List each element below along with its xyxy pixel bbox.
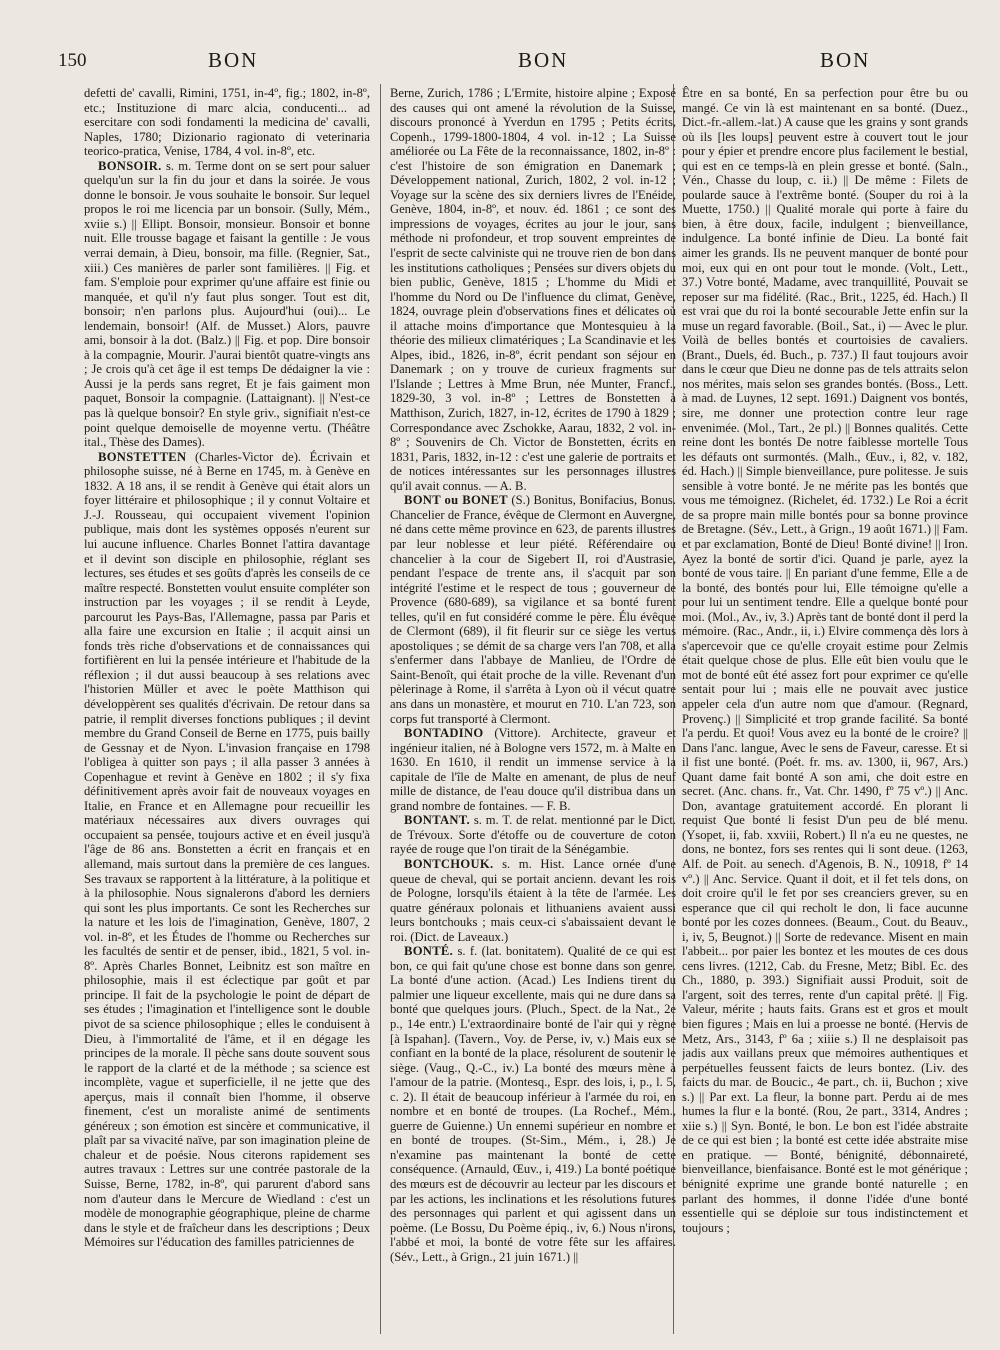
column-divider [380,84,381,1334]
dictionary-entry [390,857,676,944]
entry-text: s. m. Hist. Lance ornée d'une queue de cheval, qui se portait ancienn. devant les rois de Pologne, lorsqu'ils étaient à la tête de l'armée. Les quatre généraux polonais et lithuaniens avaient aussi leurs bontchouks ; mais ceux-ci s'abaissaient devant le roi. (Dict. de Laveaux.) [390,856,676,944]
entry-text: s. m. T. de relat. mentionné par le Dict. de Trévoux. Sorte d'étoffe ou de couverture de coton rayée de rouge que l'on tirait de la Sénégambie. [390,813,676,857]
dictionary-entry [390,726,676,813]
dictionary-entry [390,813,676,857]
entry-headword: BONTANT. [404,813,470,828]
running-headword-left: BON [208,48,259,72]
entry-continuation [682,86,968,1235]
entry-text: (Vittore). Architecte, graveur et ingénieur italien, né à Bologne vers 1572, m. à Malte en 1630. En 1610, il rendit un immense service à la capitale de l'île de Malte en amenant, de plus de neuf mille de distance, de l'eau douce qu'il distribua dans un grand nombre de fontaines. — F. B. [390,726,676,813]
running-headword-center: BON [518,48,569,72]
entry-continuation [390,86,676,493]
entry-text: (Charles-Victor de). Écrivain et philosophe suisse, né à Berne en 1745, m. à Genève en 1832. A 18 ans, il se rendit à Genève qui était alors un foyer littéraire et philosophique ; il y connut Voltaire et J.-J. Rousseau, qui occupaient vivement l'opinion publique, mais dont les systèmes opposés n'eurent sur lui aucune influence. Charles Bonnet l'attira davantage et il devint son disciple en philosophie, réglant ses lectures, ses études et ses goûts d'après les conseils de ce maître respecté. Bonstetten voulut ensuite compléter son instruction par les voyages ; il se rendit à Leyde, parcourut les Pays-Bas, l'Allemagne, passa par Paris et alla faire une excursion en Italie ; il acquit ainsi un fonds très riche d'observations et de connaissances qui fortifièrent en lui la pensée intérieure et l'habitude de la réflexion ; il dut aussi beaucoup à ses relations avec l'historien Müller et avec le poète Matthison qui développèrent ses qualités d'écrivain. De retour dans sa patrie, il remplit diverses fonctions publiques ; il devint membre du Grand Conseil de Berne en 1775, puis bailly de Gessnay et de Nyon. L'invasion française en 1798 l'obligea à quitter son pays ; il alla passer 3 années à Copenhague et revint à Genève en 1802 ; il s'y fixa définitivement après avoir fait de nouveaux voyages en Italie, en France et en Allemagne pour recueillir les matériaux nécessaires aux divers ouvrages qui occupaient sa pensée, toujours active et en éveil jusqu'à l'âge de 86 ans. Bonstetten a écrit en français et en allemand, mais surtout dans la première de ces langues. Ses travaux se rapportent à la littérature, à la politique et à la philosophie. Nous signalerons d'abord les derniers qui sont les plus importants. Ce sont les Recherches sur la nature et les lois de l'imagination, Genève, 1807, 2 vol. in-8º, et les Études de l'homme ou Recherches sur les facultés de sentir et de penser, ibid., 1821, 5 vol. in-8º. Après Charles Bonnet, Leibnitz est son maître en philosophie, mais il est éclectique par goût et par principe. Il fait de la psychologie le point de départ de ses études ; l'imagination et l'intelligence sont le double pivot de sa science philosophique ; elles le conduisent à Dieu, à l'immortalité de l'âme, et il en dégage les principes de la morale. Il pèche sans doute souvent sous le rapport de la clarté et de la méthode ; sa science est incomplète, vague et superficielle, il ne jette que des aperçus, mais il connaît bien l'homme, il observe finement, c'est un moraliste animé de sentiments généreux ; son émotion est sincère et communicative, il plaît par sa vivacité naïve, par son imagination pleine de chaleur et de poésie. Nous citerons rapidement ses autres travaux : Lettres sur une contrée pastorale de la Suisse, Berne, 1782, in-8º, qui parurent d'abord sans nom d'auteur dans le Mercure de Wiedland : c'est un modèle de monographie géographique, pleine de charme dans le style et de fraîcheur dans les descriptions ; Deux Mémoires sur l'éducation des familles patriciennes de [84,449,370,1250]
dictionary-entry [390,493,676,726]
entry-headword: BONSOIR. [98,158,162,173]
dictionary-entry [84,450,370,1250]
dictionary-entry [84,159,370,450]
entry-headword: BONSTETTEN [98,449,187,464]
entry-headword: BONTCHOUK. [404,856,494,871]
dictionary-entry [390,944,676,1264]
running-headword-right: BON [820,48,871,72]
entry-text: Être en sa bonté, En sa perfection pour être bu ou mangé. Ce vin là est maintenant en sa bonté. (Duez., Dict.-fr.-allem.-lat.) A cause que les grains y sont grands où ils [les loups] peuvent estre à couvert tout le jour pour y épier et prendre encore plus facilement le bestial, qui est en ce temps-là en plein gresse et bonté. (Saln., Vén., Chasse du loup, c. ii.) || De même : Filets de poularde sauce à l'extrême bonté. (Souper du roi à la Muette, 1750.) || Qualité morale qui porte à faire du bien, à être doux, facile, indulgent ; bienveillance, indulgence. La bonté infinie de Dieu. La bonté fait aimer les grands. Ils ne peuvent manquer de bonté pour moi, eux qui en ont pour tout le monde. (Volt., Lett., 37.) Votre bonté, Madame, avec tranquillité, Pouvait se reposer sur ma fidélité. (Rac., Brit., 1225, éd. Hach.) Il est vrai que du roi la bonté secourable Jette enfin sur la muse un regard favorable. (Boil., Sat., i) — Avec le plur. Voilà de belles bontés et courtoisies de cavaliers. (Brant., Duels, éd. Buch., p. 737.) Il faut toujours avoir dans le cœur que Dieu ne donne pas de tels attraits selon nos mérites, mais selon ses grandes bontés. (Boss., Lett. à mad. de Luynes, 12 sept. 1691.) Daignent vos bontés, sire, me donner une protection contre leur rage envenimée. (Mol., Tart., 2e pl.) || Bonnes qualités. Cette reine dont les bontés De notre faiblesse mortelle Tous les défauts ont surmontés. (Malh., Œuv., i, 82, v. 182, éd. Hach.) || Simple bienveillance, pure politesse. Je suis sensible à votre bonté. Je ne mérite pas les bontés que vous me témoignez. (Richelet, éd. 1732.) Le Roi a écrit de sa propre main mille bontés pour sa bonne province de Bretagne. (Sév., Lett., à Grign., 19 août 1671.) || Fam. et par exclamation, Bonté de Dieu! Bonté divine! || Iron. Ayez la bonté de sortir d'ici. Quand je parle, ayez la bonté de vous taire. || En pariant d'une femme, Elle a de la bonté, des bontés pour lui, Elle témoigne qu'elle a pour lui un sentiment tendre. Elle a quelque bonté pour moi. (Mol., Av., iv, 3.) Après tant de bonté dont il perd la mémoire. (Rac., Andr., ii, i.) Elvire commença dès lors à s'apercevoir que ce qu'elle croyait estime pour Zelmis était quelque chose de plus. Elle eût bien voulu que le mot de bonté eût été assez fort pour exprimer ce qu'elle sentait pour lui ; mais elle ne pouvait avec justice appeler cela d'un autre nom que d'amour. (Regnard, Provenç.) || Simplicité et trop grande facilité. Sa bonté l'a perdu. Et quoi! Vous avez eu la bonté de le croire? || Dans l'anc. langue, Avec le sens de Faveur, caresse. Et si il fist une bonté. (Poét. fr. ms. av. 1300, ii, 967, Ars.) Quant dame fait bonté A son ami, che doit estre en secret. (Anc. chans. fr., Vat. Chr. 1490, fº 75 vº.) || Anc. Don, avantage gratuitement accordé. En plorant li requist Que bonté li fesist D'un peu de blé menu. (Ysopet, ii, fab. xxviii, Robert.) Il n'a eu ne questes, ne dons, ne bontez, fors ses rentes qui li sont deue. (1263, Alf. de Poit. au senech. d'Agenois, B. N., 10918, fº 14 vº.) || Anc. Service. Quant il doit, et il fet tels dons, on doit croire qu'il le fet por ses creanciers grever, su en esperance que cil qui recholt le don, li face aucunne bonté por les cozes donnees. (Beaum., Cout. du Beauv., i, iv, 5, Beugnot.) || Sorte de redevance. Misent en main l'abbeit... por paier les bontez et les moutes de ces dous cens livres. (1212, Cab. du Fresne, Metz; Bibl. Ec. des Ch., 1880, p. 393.) Signifiait aussi Produit, soit de l'argent, soit des terres, rente d'un capital prêté. || Fig. Valeur, mérite ; hauts faits. Grans est et gros et moult bien figures ; Mais en lui a proesse ne bonté. (Hervis de Metz, Ars., 3143, fº 6a ; xiiie s.) Il ne desplaisoit pas jadis aux vaillans preux que mémoires authentiques et perpétuelles feussent faicts de leurs bontez. (Liv. des faicts du mar. de Boucic., 4e part., ch. ii, Buchon ; xive s.) || Par ext. La fleur, la bonne part. Perdu ai de mes humes la flur e la bonté. (Rou, 2e part., 3314, Andres ; xiie s.) || Syn. Bonté, le bon. Le bon est l'idée abstraite de ce qui est bien ; la bonté est cette idée abstraite mise en pratique. — Bonté, bénignité, débonnaireté, bienveillance, bienfaisance. Bonté est le mot générique ; bénignité exprime une grande bonté naturelle ; en parlant des hommes, il donne l'idée d'une bonté essentielle qui se déploie sur tous indistinctement et toujours ; [682,86,968,1235]
entry-text: s. f. (lat. bonitatem). Qualité de ce qui est bon, ce qui fait qu'une chose est bonne dans son genre. La bonté d'une action. (Acad.) Les Indiens tirent du palmier une liqueur excellente, mais qui ne dure dans sa bonté que quelques jours. (Pluch., Spect. de la Nat., 2e p., 14e entr.) L'extraordinaire bonté de l'air qui y règne [à Ispahan]. (Tavern., Voy. de Perse, iv, v.) Mais eux se confiant en la bonté de la place, résolurent de soutenir le siège. (Vaug., Q.-C., iv.) La bonté des mœurs mène à l'amour de la patrie. (Montesq., Espr. des lois, i, p., l. 5, c. 2). Il était de beaucoup inférieur à l'armée du roi, en nombre et en bonté de troupes. (La Rochef., Mém., guerre de Guienne.) Un ennemi supérieur en nombre et en bonté de troupes. (St-Sim., Mém., i, 28.) Je n'examine pas maintenant la bonté de cette conséquence. (Arnauld, Œuv., i, 419.) La bonté poétique des mœurs est de découvrir au lecteur par les discours et par les actions, les inclinations et les résolutions futures des personnages qui parlent et qui agissent dans un poème. (Le Bossu, Du Poème épiq., iv, 6.) Nous n'irons, l'abbé et moi, la bonté de votre fête sur les affaires. (Sév., Lett., à Grign., 21 juin 1671.) || [390,944,676,1264]
text-column-right [682,86,968,1336]
page-number: 150 [58,50,87,71]
entry-text: (S.) Bonitus, Bonifacius, Bonus. Chancelier de France, évêque de Clermont en Auvergne, né dans cette même province en 623, de parents illustres par leur noblesse et leur piété. Référendaire ou chancelier à la cour de Sigebert II, roi d'Austrasie, pendant l'espace de trente ans, il s'acquit par son intégrité l'estime et le respect de tous ; gouverneur de Provence (680-689), sa vigilance et sa bonté furent telles, qu'il en fut considéré comme le père. Élu évêque de Clermont (689), il fit fleurir sur ce siège les vertus apostoliques ; se démit de sa charge vers l'an 708, et alla s'enfermer dans l'abbaye de Manlieu, de l'Ordre de Saint-Benoît, qui était proche de la ville. Revenant d'un pèlerinage à Rome, il s'arrêta à Lyon où il vécut quatre ans dans un monastère, et mourut en 710. L'an 723, son corps fut transporté à Clermont. [390,493,676,726]
entry-text: Berne, Zurich, 1786 ; L'Ermite, histoire alpine ; Exposé des causes qui ont amené la révolution de la Suisse, discours prononcé à Yverdun en 1795 ; Petits écrits, Copenh., 1799-1800-1804, 4 vol. in-12 ; La Suisse améliorée ou La Fête de la reconnaissance, 1802, in-8º : c'est l'histoire de son émigration en Danemark ; Développement national, Zurich, 1802, 2 vol. in-12 ; Voyage sur la scène des six derniers livres de l'Enéide, Genève, 1804, in-8º, et nouv. éd. 1861 ; ce sont des impressions de voyages, écrites au jour le jour, sans méthode ni profondeur, et trop souvent empreintes de l'esprit de secte calviniste qui ne trouve rien de bon dans les institutions catholiques ; Pensées sur divers objets du bien public, Genève, 1815 ; L'homme du Midi et l'homme du Nord ou De l'influence du climat, Genève, 1824, ouvrage plein d'observations fines et délicates où il attache moins d'importance que Montesquieu à la théorie des milieux climatériques ; La Scandinavie et les Alpes, ibid., 1826, in-8º, écrit pendant son séjour en Danemark ; on y trouve de curieux fragments sur l'Islande ; Lettres à Mme Brun, née Munter, Francf., 1829-30, 3 vol. in-8º ; Lettres de Bonstetten à Matthison, Zurich, 1827, in-12, écrites de 1790 à 1829 ; Correspondance avec Zschokke, Aarau, 1832, 2 vol. in-8º ; Souvenirs de Ch. Victor de Bonstetten, écrits en 1831, Paris, 1832, in-12 : c'est une galerie de portraits et de notices intéressantes sur les personnages illustres qu'il avait connus. — A. B. [390,86,676,493]
entry-text: defetti de' cavalli, Rimini, 1751, in-4º, fig.; 1802, in-8º, etc.; Instituzione di marc alcia, conducenti... ad esercitare con sodi fondamenti la medicina de' cavalli, Naples, 1780; Dizionario ragionato di veterinaria teorico-pratica, Venise, 1784, 4 vol. in-8º, etc. [84,86,370,159]
entry-headword: BONTADINO [404,726,484,741]
entry-text: s. m. Terme dont on se sert pour saluer quelqu'un sur la fin du jour et dans la soirée. Je vous donne le bonsoir. Je vous souhaite le bonsoir. Sur lequel propos le roi me licencia par un bonsoir. (Sully, Mém., xviie s.) || Ellipt. Bonsoir, monsieur. Bonsoir et bonne nuit. Elle trousse bagage et faisant la gentille : Je vous verrai demain, à Dieu, bonsoir, ma fille. (Regnier, Sat., xiii.) Ces manières de parler sont familières. || Fig. et fam. S'emploie pour exprimer qu'une affaire est finie ou manquée, et qu'il n'y faut plus songer. Tout est dit, bonsoir; n'en parlons plus. Aujourd'hui (oui)... Le lendemain, bonsoir! (Alf. de Musset.) Alors, pauvre ami, bonsoir à la dot. (Balz.) || Fig. et pop. Dire bonsoir à la compagnie, Mourir. J'aurai bientôt quatre-vingts ans ; Je crois qu'à cet âge il est temps De dédaigner la vie : Aussi je la perds sans regret, Et je fais gaiment mon paquet, Bonsoir la compagnie. (Lattaignant). || N'est-ce pas là quelque bonsoir? En style griv., signifiait n'est-ce point quelque demoiselle de moyenne vertu. (Théâtre ital., Thèse des Dames). [84,158,370,450]
entry-headword: BONTÉ. [404,944,454,959]
text-column-left [84,86,370,1336]
entry-headword: BONT ou BONET [404,493,508,508]
entry-continuation [84,86,370,159]
text-column-middle [390,86,676,1336]
page-header [58,46,958,82]
